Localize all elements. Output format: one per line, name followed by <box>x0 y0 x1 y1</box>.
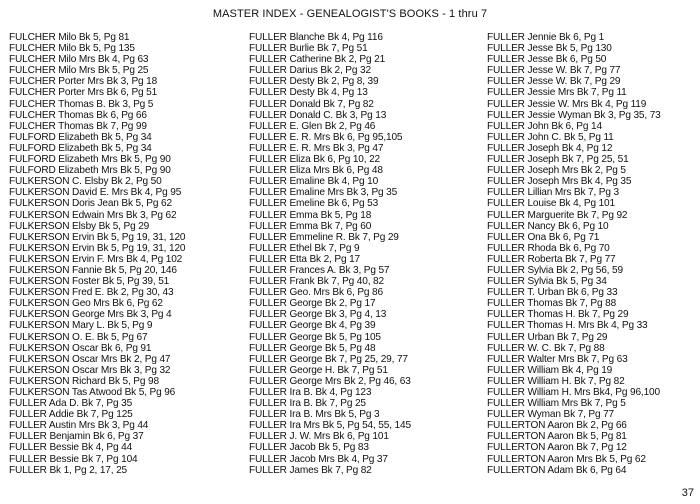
index-entry: FULLER Bessie Bk 7, Pg 104 <box>9 453 138 465</box>
index-entry: FULLER Emeline Bk 6, Pg 53 <box>249 198 379 210</box>
index-entry: FULCHER Milo Bk 5, Pg 135 <box>9 43 135 55</box>
index-entry: FULLER Walter Mrs Bk 7, Pg 63 <box>487 353 628 365</box>
index-entry: FULLER Urban Bk 7, Pg 29 <box>487 331 608 343</box>
index-column-1 <box>9 32 185 476</box>
index-entry: FULLERTON Aaron Bk 7, Pg 12 <box>487 442 627 454</box>
index-entry: FULKERSON Oscar Bk 6, Pg 91 <box>9 342 152 354</box>
index-entry: FULLER Bk 1, Pg 2, 17, 25 <box>9 464 128 476</box>
index-entry: FULLER William Bk 4, Pg 19 <box>487 364 613 376</box>
index-entry: FULLER Jacob Mrs Bk 4, Pg 37 <box>249 453 388 465</box>
index-entry: FULCHER Porter Mrs Bk 6, Pg 51 <box>9 87 158 99</box>
index-entry: FULLERTON Adam Bk 6, Pg 64 <box>487 464 627 476</box>
index-entry: FULLER W. C. Bk 7, Pg 88 <box>487 342 605 354</box>
index-entry: FULFORD Elizabeth Mrs Bk 5, Pg 90 <box>9 165 171 177</box>
index-entry: FULLER Emaline Bk 4, Pg 10 <box>249 176 379 188</box>
index-entry: FULLER Catherine Bk 2, Pg 21 <box>249 54 386 66</box>
page-title: MASTER INDEX - GENEALOGIST'S BOOKS - 1 thru 7 <box>212 8 488 20</box>
index-entry: FULLER Sylvia Bk 2, Pg 56, 59 <box>487 264 623 276</box>
index-entry: FULLER Jacob Bk 5, Pg 83 <box>249 442 369 454</box>
index-entry: FULLER Jesse W. Bk 7, Pg 29 <box>487 76 621 88</box>
index-column-3 <box>487 32 661 476</box>
index-entry: FULKERSON Mary L. Bk 5, Pg 9 <box>9 320 153 332</box>
index-entry: FULLER Ira B. Bk 4, Pg 123 <box>249 387 372 398</box>
index-entry: FULLER Sylvia Bk 5, Pg 34 <box>487 276 607 288</box>
index-entry: FULLER Thomas H. Mrs Bk 4, Pg 33 <box>487 320 648 332</box>
index-entry: FULLERTON Aaron Bk 2, Pg 66 <box>487 420 627 432</box>
index-entry: FULLER Emmeline R. Bk 7, Pg 29 <box>249 231 399 243</box>
index-entry: FULLER Emma Bk 7, Pg 60 <box>249 220 372 232</box>
index-entry: FULLER Frances A. Bk 3, Pg 57 <box>249 264 390 276</box>
index-entry: FULLER E. R. Mrs Bk 3, Pg 47 <box>249 142 384 154</box>
index-entry: FULLER Joseph Bk 4, Pg 12 <box>487 142 613 154</box>
index-entry: FULLER John C. Bk 5, Pg 11 <box>487 131 614 143</box>
index-entry: FULLER Austin Mrs Bk 3, Pg 44 <box>9 420 149 432</box>
index-entry: FULLER Ira B. Bk 7, Pg 25 <box>249 398 366 410</box>
index-entry: FULLER Jesse Bk 6, Pg 50 <box>487 54 607 66</box>
index-entry: FULKERSON Richard Bk 5, Pg 98 <box>9 375 159 387</box>
index-entry: FULLER Donald Bk 7, Pg 82 <box>249 98 374 110</box>
index-entry: FULCHER Milo Mrs Bk 5, Pg 25 <box>9 65 149 77</box>
index-entry: FULFORD Elizabeth Bk 5, Pg 34 <box>9 142 152 154</box>
index-entry: FULLER George Bk 2, Pg 17 <box>249 298 376 310</box>
index-entry: FULLER Eliza Bk 6, Pg 10, 22 <box>249 154 381 166</box>
index-entry: FULLER E. Glen Bk 2, Pg 46 <box>249 120 376 132</box>
index-entry: FULLER Ethel Bk 7, Pg 9 <box>249 242 360 254</box>
index-entry: FULLER William H. Bk 7, Pg 82 <box>487 375 625 387</box>
index-entry: FULCHER Milo Bk 5, Pg 81 <box>9 32 130 43</box>
index-entry: FULLER Ada D. Bk 7, Pg 35 <box>9 398 133 410</box>
index-entry: FULLER Darius Bk 2, Pg 32 <box>249 65 371 77</box>
index-entry: FULLERTON Aaron Mrs Bk 5, Pg 62 <box>487 453 646 465</box>
index-entry: FULLER Emaline Mrs Bk 3, Pg 35 <box>249 187 398 199</box>
index-entry: FULKERSON Ervin Bk 5, Pg 19, 31, 120 <box>9 242 186 254</box>
index-entry: FULLER George Mrs Bk 2, Pg 46, 63 <box>249 375 411 387</box>
index-entry: FULLER Eliza Mrs Bk 6, Pg 48 <box>249 165 383 177</box>
index-entry: FULLER Joseph Mrs Bk 2, Pg 5 <box>487 165 626 177</box>
index-entry: FULLER Benjamin Bk 6, Pg 37 <box>9 431 144 443</box>
index-entry: FULKERSON Oscar Mrs Bk 3, Pg 32 <box>9 364 171 376</box>
index-entry: FULLER George Bk 5, Pg 105 <box>249 331 381 343</box>
index-entry: FULLER George Bk 7, Pg 25, 29, 77 <box>249 353 408 365</box>
index-entry: FULLER Joseph Mrs Bk 4, Pg 35 <box>487 176 632 188</box>
index-entry: FULLER Emma Bk 5, Pg 18 <box>249 209 372 221</box>
index-entry: FULLER Blanche Bk 4, Pg 116 <box>249 32 383 43</box>
index-entry: FULLER Burlie Bk 7, Pg 51 <box>249 43 368 55</box>
index-entry: FULLER Thomas H. Bk 7, Pg 29 <box>487 309 629 321</box>
index-entry: FULLER Rhoda Bk 6, Pg 70 <box>487 242 610 254</box>
index-entry: FULFORD Elizabeth Bk 5, Pg 34 <box>9 131 152 143</box>
index-entry: FULLER James Bk 7, Pg 82 <box>249 464 372 476</box>
index-entry: FULLERTON Aaron Bk 5, Pg 81 <box>487 431 627 443</box>
index-entry: FULLER Wyman Bk 7, Pg 77 <box>487 409 615 421</box>
index-entry: FULLER William H. Mrs Bk4, Pg 96,100 <box>487 387 660 398</box>
index-entry: FULLER E. R. Mrs Bk 6, Pg 95,105 <box>249 131 403 143</box>
index-entry: FULKERSON Elsby Bk 5, Pg 29 <box>9 220 150 232</box>
index-entry: FULCHER Porter Mrs Bk 3, Pg 18 <box>9 76 158 88</box>
index-entry: FULKERSON Foster Bk 5, Pg 39, 51 <box>9 276 170 288</box>
index-entry: FULKERSON Ervin F. Mrs Bk 4, Pg 102 <box>9 253 183 265</box>
index-entry: FULLER Desty Bk 4, Pg 13 <box>249 87 368 99</box>
index-entry: FULLER Frank Bk 7, Pg 40, 82 <box>249 276 384 288</box>
index-entry: FULLER Jessie Wyman Bk 3, Pg 35, 73 <box>487 109 661 121</box>
index-entry: FULLER Thomas Bk 7, Pg 88 <box>487 298 617 310</box>
index-entry: FULLER Jesse W. Bk 7, Pg 77 <box>487 65 621 77</box>
index-entry: FULLER William Mrs Bk 7, Pg 5 <box>487 398 626 410</box>
index-entry: FULLER Ira Mrs Bk 5, Pg 54, 55, 145 <box>249 420 411 432</box>
index-entry: FULLER Desty Bk 2, Pg 8, 39 <box>249 76 379 88</box>
index-entry: FULKERSON Doris Jean Bk 5, Pg 62 <box>9 198 172 210</box>
index-entry: FULLER Jessie W. Mrs Bk 4, Pg 119 <box>487 98 647 110</box>
index-entry: FULLER Ira B. Mrs Bk 5, Pg 3 <box>249 409 380 421</box>
index-entry: FULLER George Bk 5, Pg 48 <box>249 342 376 354</box>
index-entry: FULLER Marguerite Bk 7, Pg 92 <box>487 209 628 221</box>
index-column-2 <box>249 32 411 476</box>
index-entry: FULKERSON Fred E. Bk 2, Pg 30, 43 <box>9 287 174 299</box>
index-entry: FULLER George Bk 3, Pg 4, 13 <box>249 309 387 321</box>
index-entry: FULLER Bessie Bk 4, Pg 44 <box>9 442 133 454</box>
page-number: 37 <box>681 487 694 499</box>
index-entry: FULLER Jennie Bk 6, Pg 1 <box>487 32 605 43</box>
index-entry: FULLER Louise Bk 4, Pg 101 <box>487 198 615 210</box>
index-entry: FULKERSON David E. Mrs Bk 4, Pg 95 <box>9 187 182 199</box>
index-entry: FULLER Donald C. Bk 3, Pg 13 <box>249 109 387 121</box>
index-entry: FULLER Etta Bk 2, Pg 17 <box>249 253 361 265</box>
index-entry: FULLER George Bk 4, Pg 39 <box>249 320 376 332</box>
index-entry: FULKERSON C. Elsby Bk 2, Pg 50 <box>9 176 162 188</box>
index-entry: FULLER Lillian Mrs Bk 7, Pg 3 <box>487 187 619 199</box>
index-entry: FULCHER Thomas Bk 6, Pg 66 <box>9 109 147 121</box>
index-entry: FULLER Nancy Bk 6, Pg 10 <box>487 220 609 232</box>
index-entry: FULLER Joseph Bk 7, Pg 25, 51 <box>487 154 629 166</box>
index-entry: FULKERSON George Mrs Bk 3, Pg 4 <box>9 309 172 321</box>
index-entry: FULLER T. Urban Bk 6, Pg 33 <box>487 287 618 299</box>
index-entry: FULCHER Thomas Bk 7, Pg 99 <box>9 120 147 132</box>
index-entry: FULLER Ona Bk 6, Pg 71 <box>487 231 600 243</box>
index-entry: FULLER J. W. Mrs Bk 6, Pg 101 <box>249 431 389 443</box>
index-entry: FULKERSON Fannie Bk 5, Pg 20, 146 <box>9 264 177 276</box>
index-entry: FULKERSON O. E. Bk 5, Pg 67 <box>9 331 148 343</box>
index-entry: FULFORD Elizabeth Mrs Bk 5, Pg 90 <box>9 154 171 166</box>
index-entry: FULCHER Thomas B. Bk 3, Pg 5 <box>9 98 154 110</box>
index-entry: FULLER Roberta Bk 7, Pg 77 <box>487 253 616 265</box>
index-entry: FULKERSON Ervin Bk 5, Pg 19, 31, 120 <box>9 231 186 243</box>
index-entry: FULKERSON Tas Atwood Bk 5, Pg 96 <box>9 387 176 398</box>
index-entry: FULKERSON Geo Mrs Bk 6, Pg 62 <box>9 298 163 310</box>
index-entry: FULCHER Milo Mrs Bk 4, Pg 63 <box>9 54 149 66</box>
index-entry: FULLER John Bk 6, Pg 14 <box>487 120 602 132</box>
index-entry: FULKERSON Edwain Mrs Bk 3, Pg 62 <box>9 209 177 221</box>
index-entry: FULLER Geo. Mrs Bk 6, Pg 86 <box>249 287 383 299</box>
index-entry: FULLER Jesse Bk 5, Pg 130 <box>487 43 612 55</box>
index-entry: FULLER Jessie Mrs Bk 7, Pg 11 <box>487 87 627 99</box>
index-entry: FULKERSON Oscar Mrs Bk 2, Pg 47 <box>9 353 171 365</box>
index-entry: FULLER Addie Bk 7, Pg 125 <box>9 409 133 421</box>
index-entry: FULLER George H. Bk 7, Pg 51 <box>249 364 388 376</box>
